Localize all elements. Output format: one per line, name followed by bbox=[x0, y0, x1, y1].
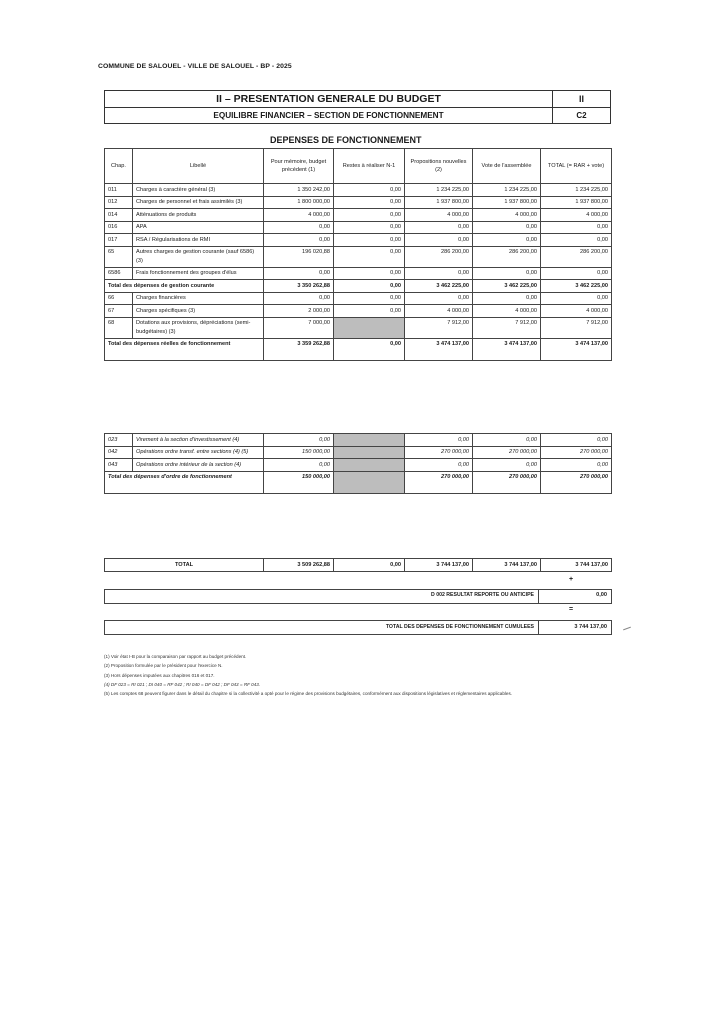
cell-total: 4 000,00 bbox=[541, 305, 612, 318]
cell-chap: 67 bbox=[105, 305, 133, 318]
reelles-total-section bbox=[105, 338, 612, 360]
scan-mark bbox=[623, 627, 631, 631]
cumulative-total-row bbox=[104, 620, 612, 635]
table-row bbox=[105, 317, 612, 338]
cell-prop: 0,00 bbox=[405, 459, 473, 472]
cell-vote: 270 000,00 bbox=[473, 446, 541, 459]
cell-libelle: Opérations ordre intérieur de la section (4) bbox=[133, 459, 264, 472]
equals-sign: = bbox=[569, 606, 574, 613]
cell-total: 0,00 bbox=[541, 234, 612, 247]
cell-libelle: Frais fonctionnement des groupes d'élus bbox=[133, 267, 264, 280]
footnote: (3) Hors dépenses imputées aux chapitres 016 et 017. bbox=[104, 672, 215, 678]
ordre-rows bbox=[105, 434, 612, 472]
report-value: 0,00 bbox=[596, 592, 607, 598]
cell-memo: 4 000,00 bbox=[264, 209, 334, 222]
cell-vote: 0,00 bbox=[473, 267, 541, 280]
cell-memo: 0,00 bbox=[264, 221, 334, 234]
total-reelles-memo: 3 359 262,88 bbox=[264, 338, 334, 360]
report-value-cell bbox=[538, 590, 611, 603]
reelles-rows bbox=[105, 292, 612, 338]
cell-libelle: Virement à la section d'investissement (4) bbox=[133, 434, 264, 447]
cell-total: 270 000,00 bbox=[541, 446, 612, 459]
cell-rar: 0,00 bbox=[334, 221, 405, 234]
expenses-real-table bbox=[104, 148, 612, 361]
report-label: D 002 RESULTAT REPORTE OU ANTICIPE bbox=[431, 592, 534, 598]
cell-memo: 0,00 bbox=[264, 234, 334, 247]
report-row bbox=[104, 589, 612, 604]
cell-rar: 0,00 bbox=[334, 184, 405, 197]
footnote: (4) DF 023 = RI 021 ; DI 040 = RF 042 ; RI 040 = DF 042 ; DF 043 = RF 043. bbox=[104, 681, 261, 687]
footnote: (5) Les comptes 68 peuvent figurer dans le détail du chapitre si la collectivité a opté pour le régime des provisions budgétaires, conformément aux dispositions législatives et réglementaires applicables. bbox=[104, 691, 513, 697]
cell-libelle: Charges financières bbox=[133, 292, 264, 305]
table-row bbox=[105, 267, 612, 280]
cell-rar: 0,00 bbox=[334, 196, 405, 209]
footnote: (2) Proposition formulée par le président pour l'exercice N. bbox=[104, 663, 223, 669]
cell-libelle: RSA / Régularisations de RMI bbox=[133, 234, 264, 247]
cumulative-total-value-cell bbox=[538, 621, 611, 634]
table-row bbox=[105, 221, 612, 234]
cell-memo: 1 350 242,00 bbox=[264, 184, 334, 197]
cell-chap: 016 bbox=[105, 221, 133, 234]
total-ordre-label: Total des dépenses d'ordre de fonctionnement bbox=[105, 471, 264, 493]
cell-chap: 68 bbox=[105, 317, 133, 338]
cell-prop: 0,00 bbox=[405, 267, 473, 280]
cell-vote: 0,00 bbox=[473, 221, 541, 234]
cell-prop: 0,00 bbox=[405, 434, 473, 447]
cell-total: 0,00 bbox=[541, 434, 612, 447]
cell-vote: 7 912,00 bbox=[473, 317, 541, 338]
cell-vote: 4 000,00 bbox=[473, 305, 541, 318]
total-reelles-label: Total des dépenses réelles de fonctionnement bbox=[105, 338, 264, 360]
rar-cell-greyed bbox=[334, 446, 405, 459]
cell-total: 4 000,00 bbox=[541, 209, 612, 222]
cell-memo: 196 020,88 bbox=[264, 246, 334, 267]
cell-total: 0,00 bbox=[541, 292, 612, 305]
cell-libelle: Dotations aux provisions, dépréciations (semi-budgétaires) (3) bbox=[133, 317, 264, 338]
col-header-vote: Vote de l'assemblée bbox=[473, 149, 541, 184]
cumulative-total-label: TOTAL DES DEPENSES DE FONCTIONNEMENT CUMULEES bbox=[385, 624, 534, 630]
expenses-order-table bbox=[104, 433, 612, 494]
table-row bbox=[105, 184, 612, 197]
gestion-total-section bbox=[105, 280, 612, 293]
table-row bbox=[105, 434, 612, 447]
rar-cell-greyed bbox=[334, 317, 405, 338]
total-gestion-prop: 3 462 225,00 bbox=[405, 280, 473, 293]
cell-memo: 0,00 bbox=[264, 434, 334, 447]
grand-total-table bbox=[104, 558, 612, 572]
cell-prop: 1 937 800,00 bbox=[405, 196, 473, 209]
cell-chap: 011 bbox=[105, 184, 133, 197]
table-row-grand-total bbox=[105, 559, 612, 572]
cell-total: 0,00 bbox=[541, 267, 612, 280]
table-row bbox=[105, 446, 612, 459]
table-row bbox=[105, 196, 612, 209]
title-code-2: C2 bbox=[576, 111, 587, 120]
cell-libelle: Autres charges de gestion courante (sauf 6586) (3) bbox=[133, 246, 264, 267]
footnote: (1) Voir état I-B pour la comparaison par rapport au budget précédent. bbox=[104, 654, 247, 659]
cell-memo: 0,00 bbox=[264, 267, 334, 280]
cell-vote: 4 000,00 bbox=[473, 209, 541, 222]
col-header-rar: Restes à réaliser N-1 bbox=[334, 149, 405, 184]
cell-libelle: Atténuations de produits bbox=[133, 209, 264, 222]
cell-chap: 023 bbox=[105, 434, 133, 447]
document-header: COMMUNE DE SALOUEL - VILLE DE SALOUEL - BP - 2025 bbox=[98, 63, 292, 70]
cell-chap: 65 bbox=[105, 246, 133, 267]
cell-chap: 012 bbox=[105, 196, 133, 209]
cell-rar: 0,00 bbox=[334, 267, 405, 280]
col-header-chap: Chap. bbox=[105, 149, 133, 184]
cell-total: 286 200,00 bbox=[541, 246, 612, 267]
total-ordre-rar-greyed bbox=[334, 471, 405, 493]
section-heading: DEPENSES DE FONCTIONNEMENT bbox=[270, 135, 422, 145]
table-row bbox=[105, 292, 612, 305]
total-reelles-total: 3 474 137,00 bbox=[541, 338, 612, 360]
cell-memo: 2 000,00 bbox=[264, 305, 334, 318]
cell-chap: 66 bbox=[105, 292, 133, 305]
grand-total-vote: 3 744 137,00 bbox=[473, 559, 541, 572]
cell-vote: 1 937 800,00 bbox=[473, 196, 541, 209]
grand-total-memo: 3 509 262,88 bbox=[264, 559, 334, 572]
cell-chap: 017 bbox=[105, 234, 133, 247]
cell-memo: 0,00 bbox=[264, 292, 334, 305]
title-code-1: II bbox=[553, 91, 610, 108]
total-gestion-rar: 0,00 bbox=[334, 280, 405, 293]
cell-chap: 042 bbox=[105, 446, 133, 459]
cell-prop: 286 200,00 bbox=[405, 246, 473, 267]
cell-total: 0,00 bbox=[541, 459, 612, 472]
cell-rar: 0,00 bbox=[334, 305, 405, 318]
total-reelles-vote: 3 474 137,00 bbox=[473, 338, 541, 360]
cell-total: 7 912,00 bbox=[541, 317, 612, 338]
rar-cell-greyed bbox=[334, 459, 405, 472]
cell-memo: 150 000,00 bbox=[264, 446, 334, 459]
cell-vote: 1 234 225,00 bbox=[473, 184, 541, 197]
plus-sign: + bbox=[569, 576, 574, 583]
table-row-total-ordre bbox=[105, 471, 612, 493]
cell-prop: 0,00 bbox=[405, 292, 473, 305]
cell-libelle: Charges à caractère général (3) bbox=[133, 184, 264, 197]
total-reelles-prop: 3 474 137,00 bbox=[405, 338, 473, 360]
table-row bbox=[105, 305, 612, 318]
col-header-memo: Pour mémoire, budget précédent (1) bbox=[264, 149, 334, 184]
cell-rar: 0,00 bbox=[334, 246, 405, 267]
cell-prop: 4 000,00 bbox=[405, 305, 473, 318]
total-gestion-vote: 3 462 225,00 bbox=[473, 280, 541, 293]
total-reelles-rar: 0,00 bbox=[334, 338, 405, 360]
col-header-propositions: Propositions nouvelles (2) bbox=[405, 149, 473, 184]
cell-prop: 0,00 bbox=[405, 221, 473, 234]
cell-rar: 0,00 bbox=[334, 209, 405, 222]
cell-prop: 270 000,00 bbox=[405, 446, 473, 459]
grand-total-prop: 3 744 137,00 bbox=[405, 559, 473, 572]
title-subtitle: EQUILIBRE FINANCIER – SECTION DE FONCTIONNEMENT bbox=[105, 108, 553, 123]
total-ordre-prop: 270 000,00 bbox=[405, 471, 473, 493]
cell-vote: 0,00 bbox=[473, 459, 541, 472]
grand-total-total: 3 744 137,00 bbox=[541, 559, 612, 572]
cell-rar: 0,00 bbox=[334, 234, 405, 247]
cell-total: 0,00 bbox=[541, 221, 612, 234]
cell-memo: 1 800 000,00 bbox=[264, 196, 334, 209]
total-ordre-vote: 270 000,00 bbox=[473, 471, 541, 493]
cell-memo: 0,00 bbox=[264, 459, 334, 472]
cell-total: 1 937 800,00 bbox=[541, 196, 612, 209]
cell-memo: 7 000,00 bbox=[264, 317, 334, 338]
grand-total-rar: 0,00 bbox=[334, 559, 405, 572]
ordre-total-section bbox=[105, 471, 612, 493]
total-gestion-memo: 3 350 262,88 bbox=[264, 280, 334, 293]
table-row bbox=[105, 234, 612, 247]
cumulative-total-value: 3 744 137,00 bbox=[574, 624, 607, 630]
table-row-total-reelles bbox=[105, 338, 612, 360]
table-row bbox=[105, 246, 612, 267]
total-gestion-label: Total des dépenses de gestion courante bbox=[105, 280, 264, 293]
cell-libelle: Charges de personnel et frais assimilés (3) bbox=[133, 196, 264, 209]
cell-prop: 1 234 225,00 bbox=[405, 184, 473, 197]
cell-chap: 014 bbox=[105, 209, 133, 222]
cell-libelle: APA bbox=[133, 221, 264, 234]
cell-prop: 7 912,00 bbox=[405, 317, 473, 338]
total-ordre-memo: 150 000,00 bbox=[264, 471, 334, 493]
title-main: II – PRESENTATION GENERALE DU BUDGET bbox=[105, 91, 553, 108]
total-ordre-total: 270 000,00 bbox=[541, 471, 612, 493]
table-row bbox=[105, 209, 612, 222]
table-row-total-gestion bbox=[105, 280, 612, 293]
total-gestion-total: 3 462 225,00 bbox=[541, 280, 612, 293]
title-box bbox=[104, 90, 611, 124]
cell-vote: 0,00 bbox=[473, 292, 541, 305]
cell-chap: 043 bbox=[105, 459, 133, 472]
cell-total: 1 234 225,00 bbox=[541, 184, 612, 197]
footnotes bbox=[104, 652, 614, 698]
rar-cell-greyed bbox=[334, 434, 405, 447]
cell-prop: 4 000,00 bbox=[405, 209, 473, 222]
cell-libelle: Opérations ordre transf. entre sections (4) (5) bbox=[133, 446, 264, 459]
gestion-rows bbox=[105, 184, 612, 280]
grand-total-label: TOTAL bbox=[105, 559, 264, 572]
col-header-libelle: Libellé bbox=[133, 149, 264, 184]
cell-prop: 0,00 bbox=[405, 234, 473, 247]
cell-vote: 286 200,00 bbox=[473, 246, 541, 267]
cell-vote: 0,00 bbox=[473, 234, 541, 247]
cell-rar: 0,00 bbox=[334, 292, 405, 305]
cell-chap: 6586 bbox=[105, 267, 133, 280]
cell-libelle: Charges spécifiques (3) bbox=[133, 305, 264, 318]
col-header-total: TOTAL (= RAR + vote) bbox=[541, 149, 612, 184]
cell-vote: 0,00 bbox=[473, 434, 541, 447]
table-row bbox=[105, 459, 612, 472]
